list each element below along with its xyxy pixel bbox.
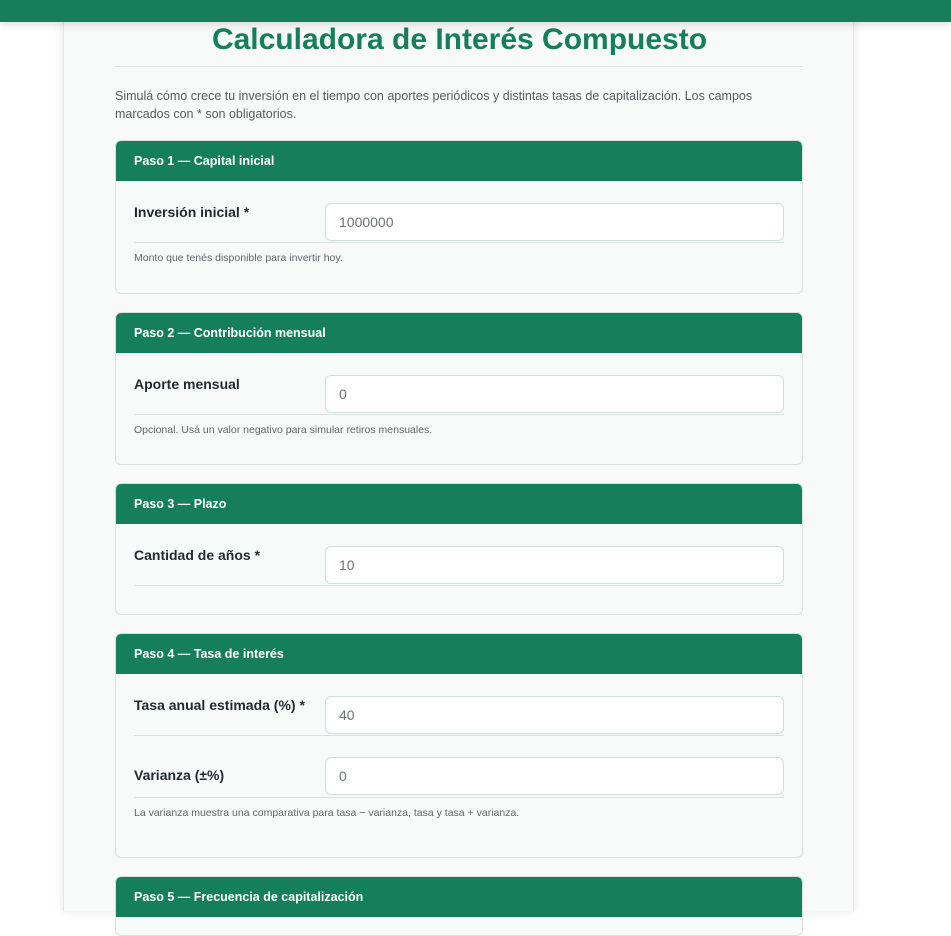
monthly-contribution-label: Aporte mensual bbox=[134, 376, 240, 392]
step-1-card bbox=[115, 140, 803, 294]
step-2-header: Paso 2 — Contribución mensual bbox=[116, 313, 802, 353]
step-3-header: Paso 3 — Plazo bbox=[116, 484, 802, 524]
variance-label: Varianza (±%) bbox=[134, 767, 225, 783]
step-5-header: Paso 5 — Frecuencia de capitalización bbox=[116, 877, 802, 917]
step-4-hint: La varianza muestra una comparativa para tasa − varianza, tasa y tasa + varianza. bbox=[134, 807, 520, 819]
years-row bbox=[134, 524, 784, 586]
monthly-contribution-input[interactable] bbox=[325, 375, 784, 413]
step-4-header: Paso 4 — Tasa de interés bbox=[116, 634, 802, 674]
top-bar bbox=[0, 0, 951, 22]
intro-text: Simulá cómo crece tu inversión en el tiempo con aportes periódicos y distintas tasas de capitalización. Los campos marcados con * son obligatorios. bbox=[115, 89, 753, 121]
monthly-contribution-row bbox=[134, 353, 784, 415]
variance-row bbox=[134, 736, 784, 798]
page-title: Calculadora de Interés Compuesto bbox=[211, 23, 708, 56]
step-2-card bbox=[115, 312, 803, 465]
initial-investment-input[interactable] bbox=[325, 203, 784, 241]
step-4-card bbox=[115, 633, 803, 858]
years-input[interactable] bbox=[325, 546, 784, 584]
initial-investment-label: Inversión inicial * bbox=[134, 204, 250, 220]
step-1-header: Paso 1 — Capital inicial bbox=[116, 141, 802, 181]
annual-rate-input[interactable] bbox=[325, 696, 784, 734]
step-2-hint: Opcional. Usá un valor negativo para simular retiros mensuales. bbox=[134, 424, 433, 436]
step-3-card bbox=[115, 483, 803, 615]
title-divider bbox=[115, 66, 803, 67]
step-1-hint: Monto que tenés disponible para invertir hoy. bbox=[134, 252, 343, 264]
annual-rate-row bbox=[134, 674, 784, 736]
years-label: Cantidad de años * bbox=[134, 547, 261, 563]
initial-investment-row bbox=[134, 181, 784, 243]
annual-rate-label: Tasa anual estimada (%) * bbox=[134, 697, 305, 713]
variance-input[interactable] bbox=[325, 757, 784, 795]
step-5-card bbox=[115, 876, 803, 936]
calculator-page bbox=[63, 0, 854, 911]
